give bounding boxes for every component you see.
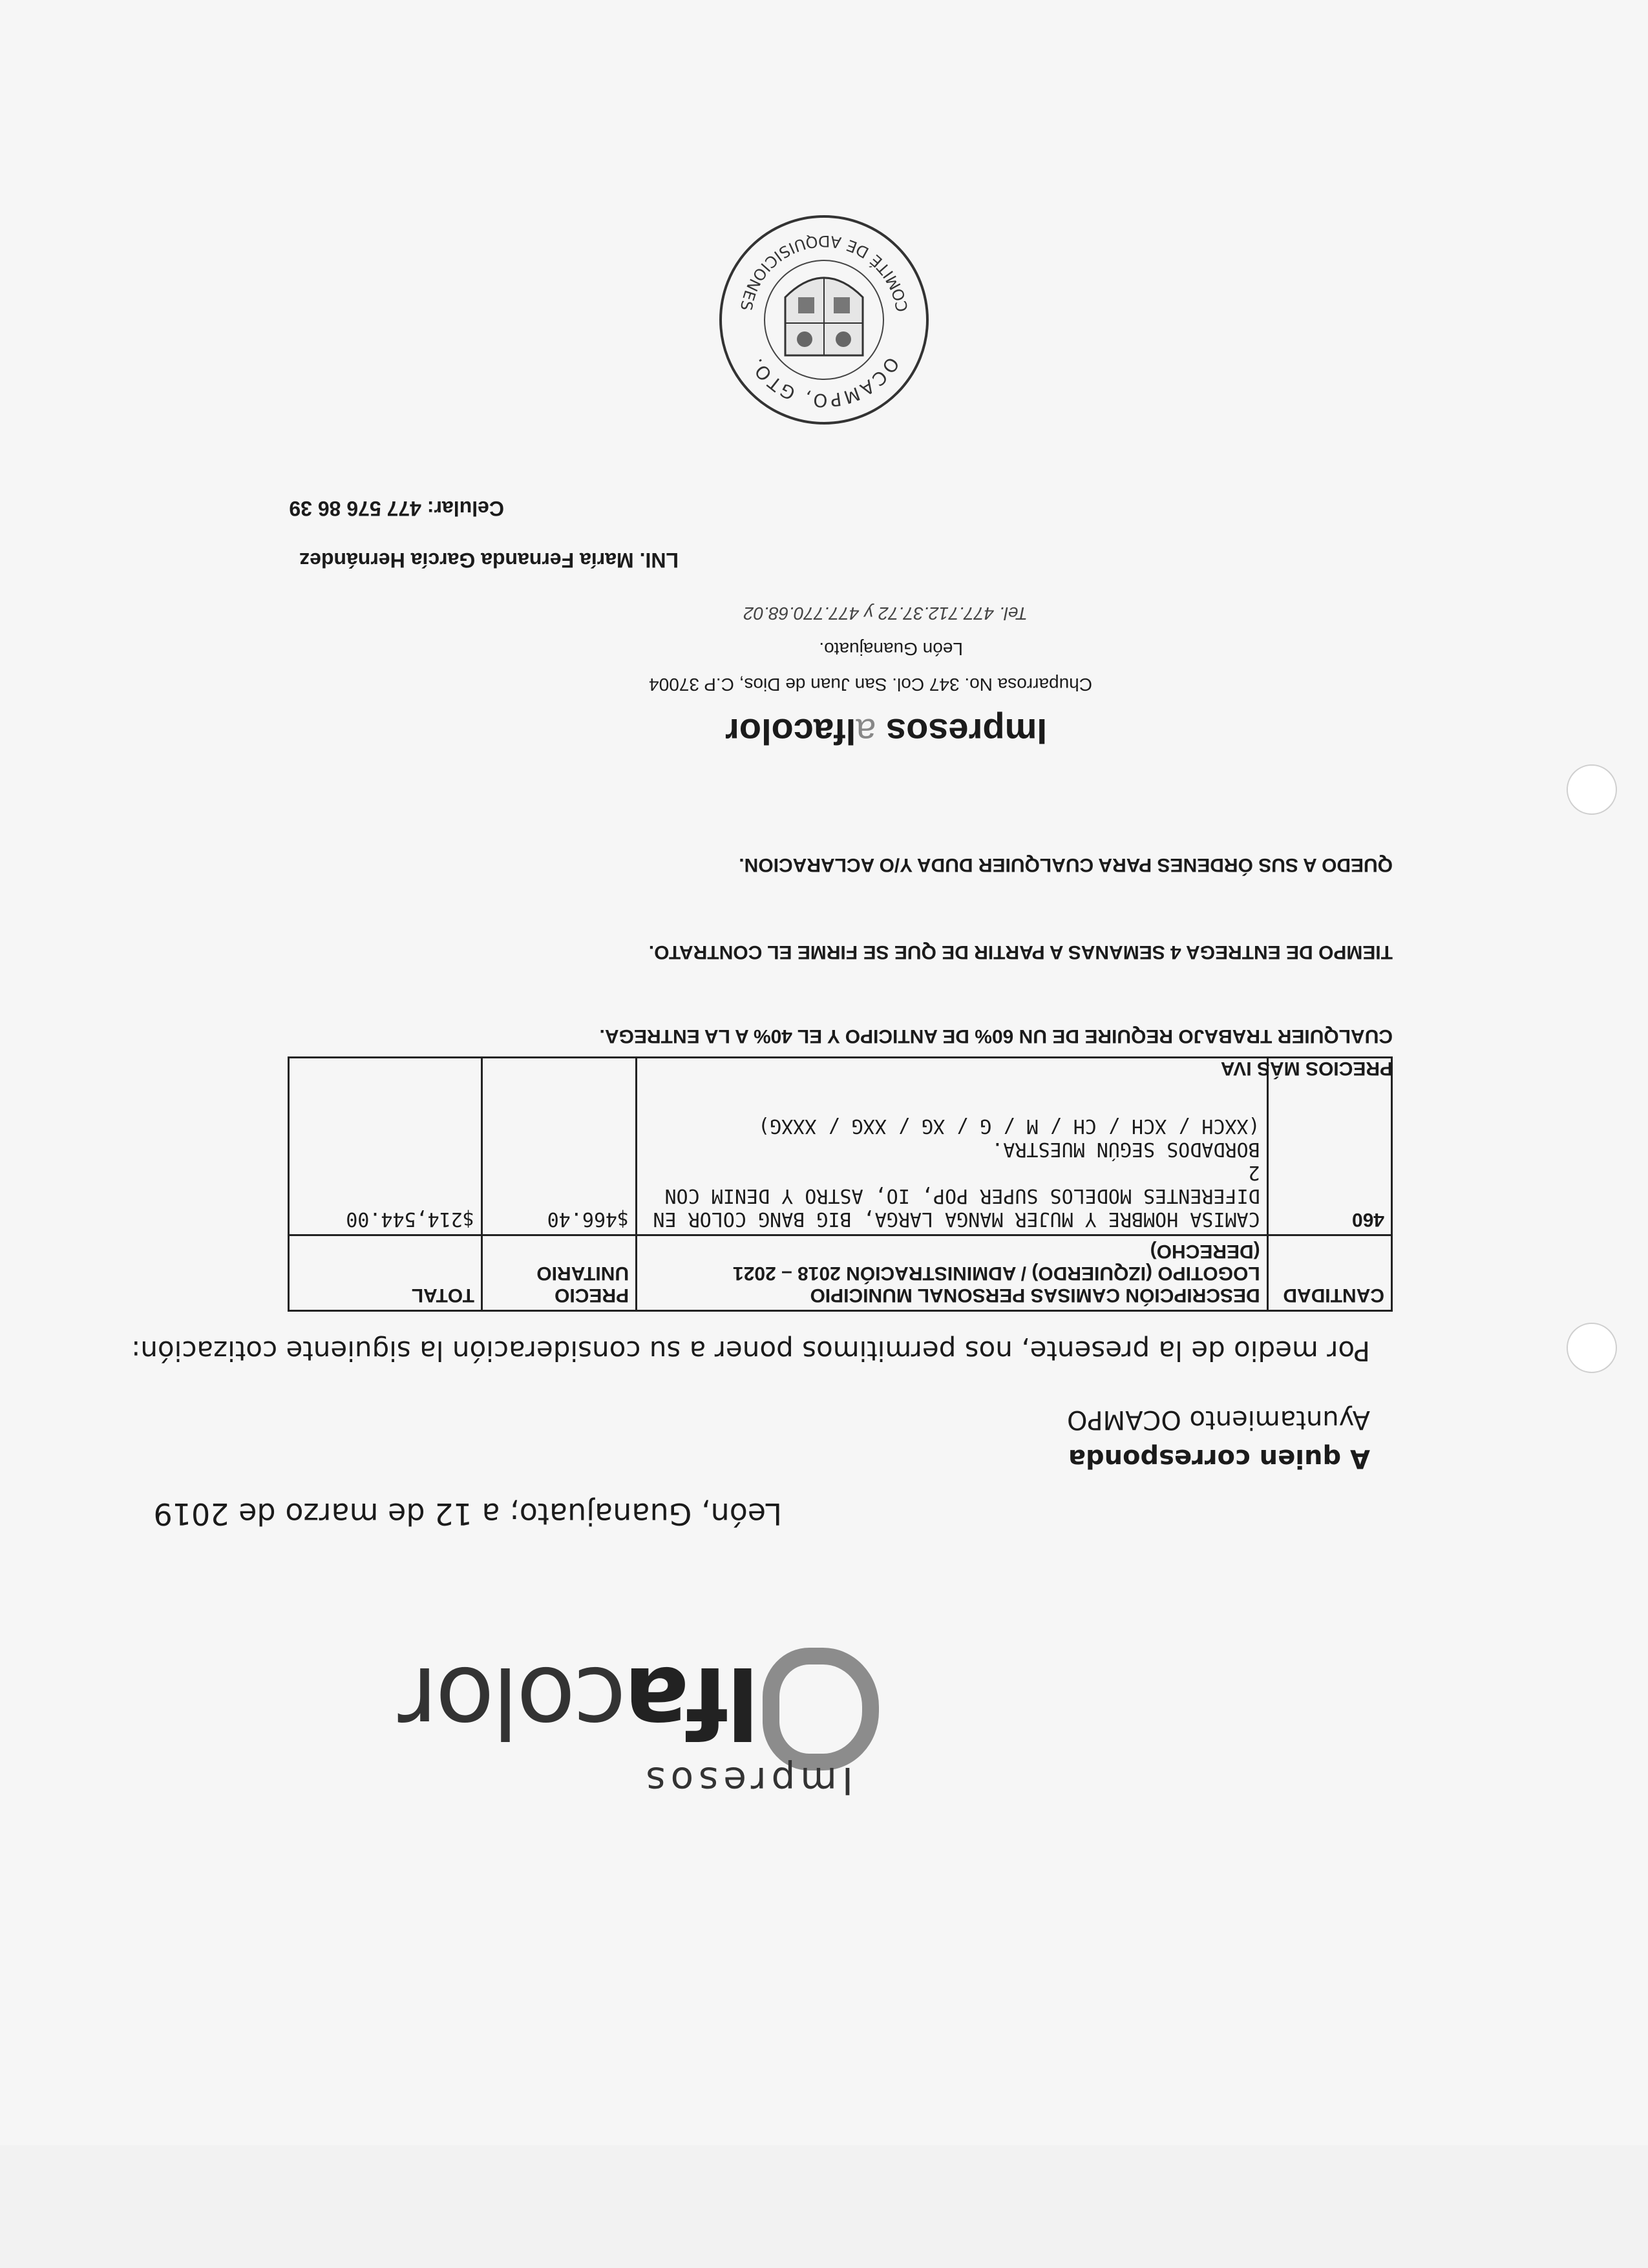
alpha-logo-mark [763, 1648, 879, 1770]
header-total: TOTAL [289, 1235, 482, 1311]
footer-brand: Impresos alfacolor [725, 711, 1047, 752]
recipient-line-2: Ayuntamiento OCAMPO [1066, 1405, 1370, 1434]
company-logo [323, 1628, 879, 1803]
recipient-line-1: A quien corresponda [1068, 1444, 1370, 1473]
table-header-row [289, 1235, 1392, 1311]
punch-hole [1567, 1323, 1617, 1373]
cell-description: CAMISA HOMBRE Y MUJER MANGA LARGA, BIG BANG COLOR EN DIFERENTES MODELOS SUPER POP, IO, ASTRO Y DENIM CON 2 BORDADOS SEGÚN MUESTRA. (XXCH / XCH / CH / M / G / XG / XXG / XXXG) [637, 1058, 1268, 1235]
cellphone-line: Celular: 477 576 86 39 [289, 497, 504, 520]
header-quantity: CANTIDAD [1267, 1235, 1391, 1311]
seal-top-text: OCAMPO, GTO. [745, 353, 903, 412]
logo-small-text: Impresos [640, 1759, 853, 1803]
intro-paragraph: Por medio de la presente, nos permitimos poner a su consideración la siguiente cotización: [131, 1335, 1370, 1367]
header-unit-price: PRECIO UNITARIO [481, 1235, 636, 1311]
table-row [289, 1058, 1392, 1235]
cell-total: $214,544.00 [289, 1058, 482, 1235]
note-closing: QUEDO A SUS ÓRDENES PARA CUALQUIER DUDA Y/O ACLARACION. [739, 854, 1393, 876]
date-line: León, Guanajuato; a 12 de marzo de 2019 [153, 1496, 782, 1531]
cell-unit-price: $466.40 [481, 1058, 636, 1235]
address-line-2: León Guanajuato. [819, 639, 963, 659]
note-payment: CUALQUIER TRABAJO REQUIRE DE UN 60% DE ANTICIPO Y EL 40% A LA ENTREGA. [599, 1025, 1393, 1047]
header-description: DESCRIPCIÓN CAMISAS PERSONAL MUNICIPIO LOGOTIPO (IZQUIERDO) / ADMINISTRACIÓN 2018 – 2021 (DERECHO) [637, 1235, 1268, 1311]
svg-text:OCAMPO, GTO. [745, 353, 903, 412]
punch-hole [1567, 764, 1617, 815]
cell-quantity: 460 [1267, 1058, 1391, 1235]
quote-table [288, 1056, 1393, 1312]
note-iva: PRECIOS MÁS IVA [1220, 1058, 1393, 1079]
note-delivery: TIEMPO DE ENTREGA 4 SEMANAS A PARTIR DE QUE SE FIRME EL CONTRATO. [648, 941, 1393, 963]
contact-name: LNI. María Fernanda García Hernández [299, 549, 679, 572]
address-line-1: Chuparrosa No. 347 Col. San Juan de Dios, C.P 37004 [649, 675, 1092, 695]
committee-seal-stamp [717, 213, 931, 426]
phone-line: Tel. 477.712.37.72 y 477.770.68.02 [743, 604, 1028, 624]
seal-bottom-text: COMITÉ DE ADQUISICIONES [736, 231, 912, 313]
logo-big-text: lfacolor [400, 1645, 759, 1758]
